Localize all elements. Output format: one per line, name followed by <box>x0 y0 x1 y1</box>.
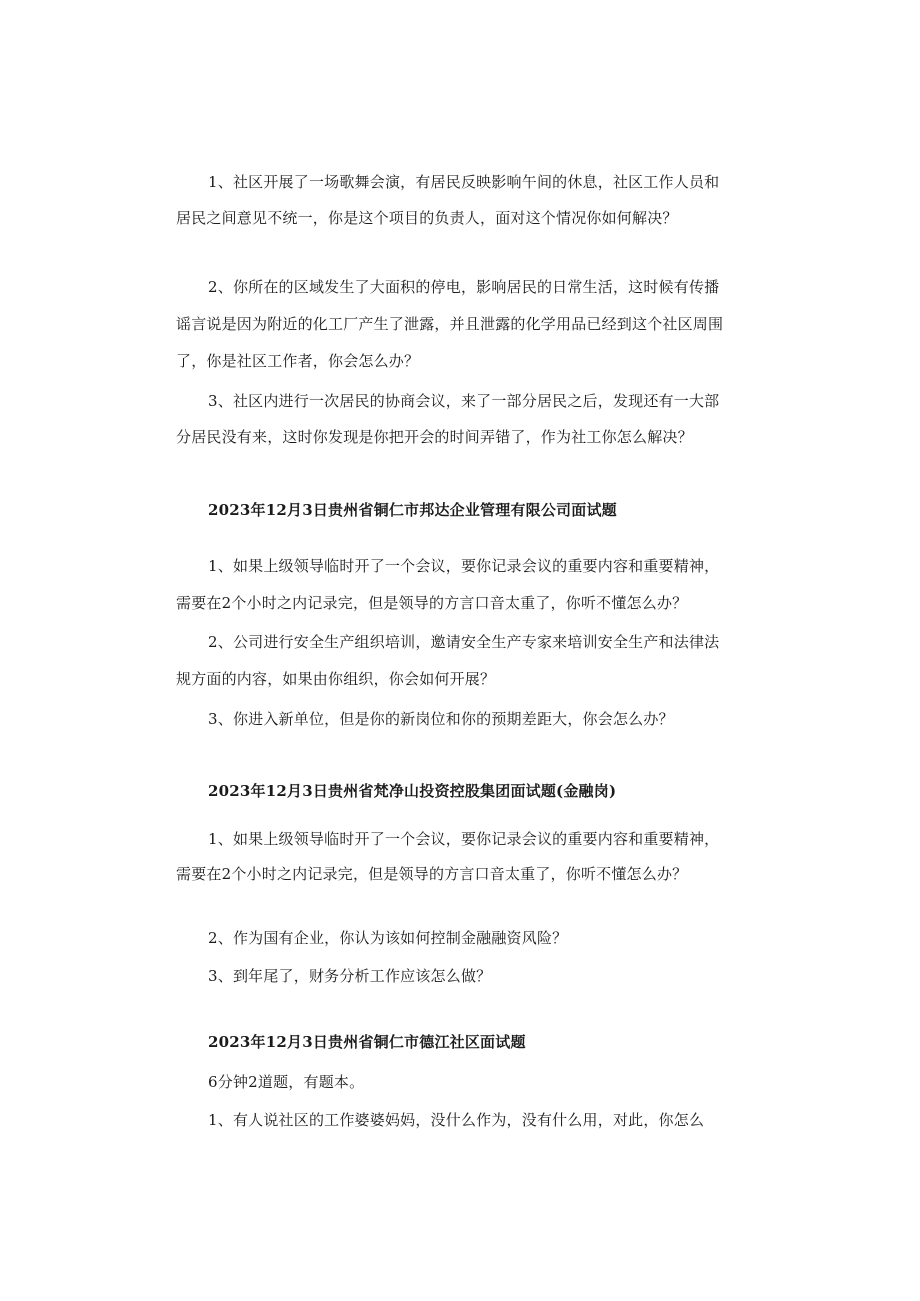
paragraph-line: 居民之间意见不统一，你是这个项目的负责人，面对这个情况你如何解决？ <box>176 209 678 227</box>
paragraph-line: 3、到年尾了，财务分析工作应该怎么做？ <box>208 967 492 985</box>
paragraph-line: 1、如果上级领导临时开了一个会议，要你记录会议的重要内容和重要精神， <box>208 830 720 848</box>
paragraph-line: 了，你是社区工作者，你会怎么办？ <box>176 352 420 370</box>
paragraph-line: 需要在2个小时之内记录完，但是领导的方言口音太重了，你听不懂怎么办？ <box>176 594 688 612</box>
section-heading: 2023年12月3日贵州省铜仁市邦达企业管理有限公司面试题 <box>208 501 617 519</box>
paragraph-line: 2、作为国有企业，你认为该如何控制金融融资风险？ <box>208 929 568 947</box>
section-heading: 2023年12月3日贵州省铜仁市德江社区面试题 <box>208 1033 526 1051</box>
paragraph-line: 1、有人说社区的工作婆婆妈妈，没什么作为，没有什么用，对此，你怎么 <box>208 1111 705 1129</box>
paragraph-line: 2、你所在的区域发生了大面积的停电，影响居民的日常生活，这时候有传播 <box>208 278 720 296</box>
paragraph-line: 2、公司进行安全生产组织培训，邀请安全生产专家来培训安全生产和法律法 <box>208 633 720 651</box>
paragraph-line: 分居民没有来，这时你发现是你把开会的时间弄错了，作为社工你怎么解决？ <box>176 428 693 446</box>
paragraph-line: 3、社区内进行一次居民的协商会议，来了一部分居民之后，发现还有一大部 <box>208 392 720 410</box>
paragraph-line: 3、你进入新单位，但是你的新岗位和你的预期差距大，你会怎么办？ <box>208 710 674 728</box>
paragraph-line: 规方面的内容，如果由你组织，你会如何开展？ <box>176 670 496 688</box>
section-heading: 2023年12月3日贵州省梵净山投资控股集团面试题(金融岗) <box>208 782 617 800</box>
paragraph-line: 谣言说是因为附近的化工厂产生了泄露，并且泄露的化学用品已经到这个社区周围 <box>176 315 724 333</box>
paragraph-line: 需要在2个小时之内记录完，但是领导的方言口音太重了，你听不懂怎么办？ <box>176 865 688 883</box>
paragraph-line: 1、如果上级领导临时开了一个会议，要你记录会议的重要内容和重要精神， <box>208 557 720 575</box>
paragraph-line: 6分钟2道题，有题本。 <box>208 1073 365 1091</box>
paragraph-line: 1、社区开展了一场歌舞会演，有居民反映影响午间的休息，社区工作人员和 <box>208 173 720 191</box>
